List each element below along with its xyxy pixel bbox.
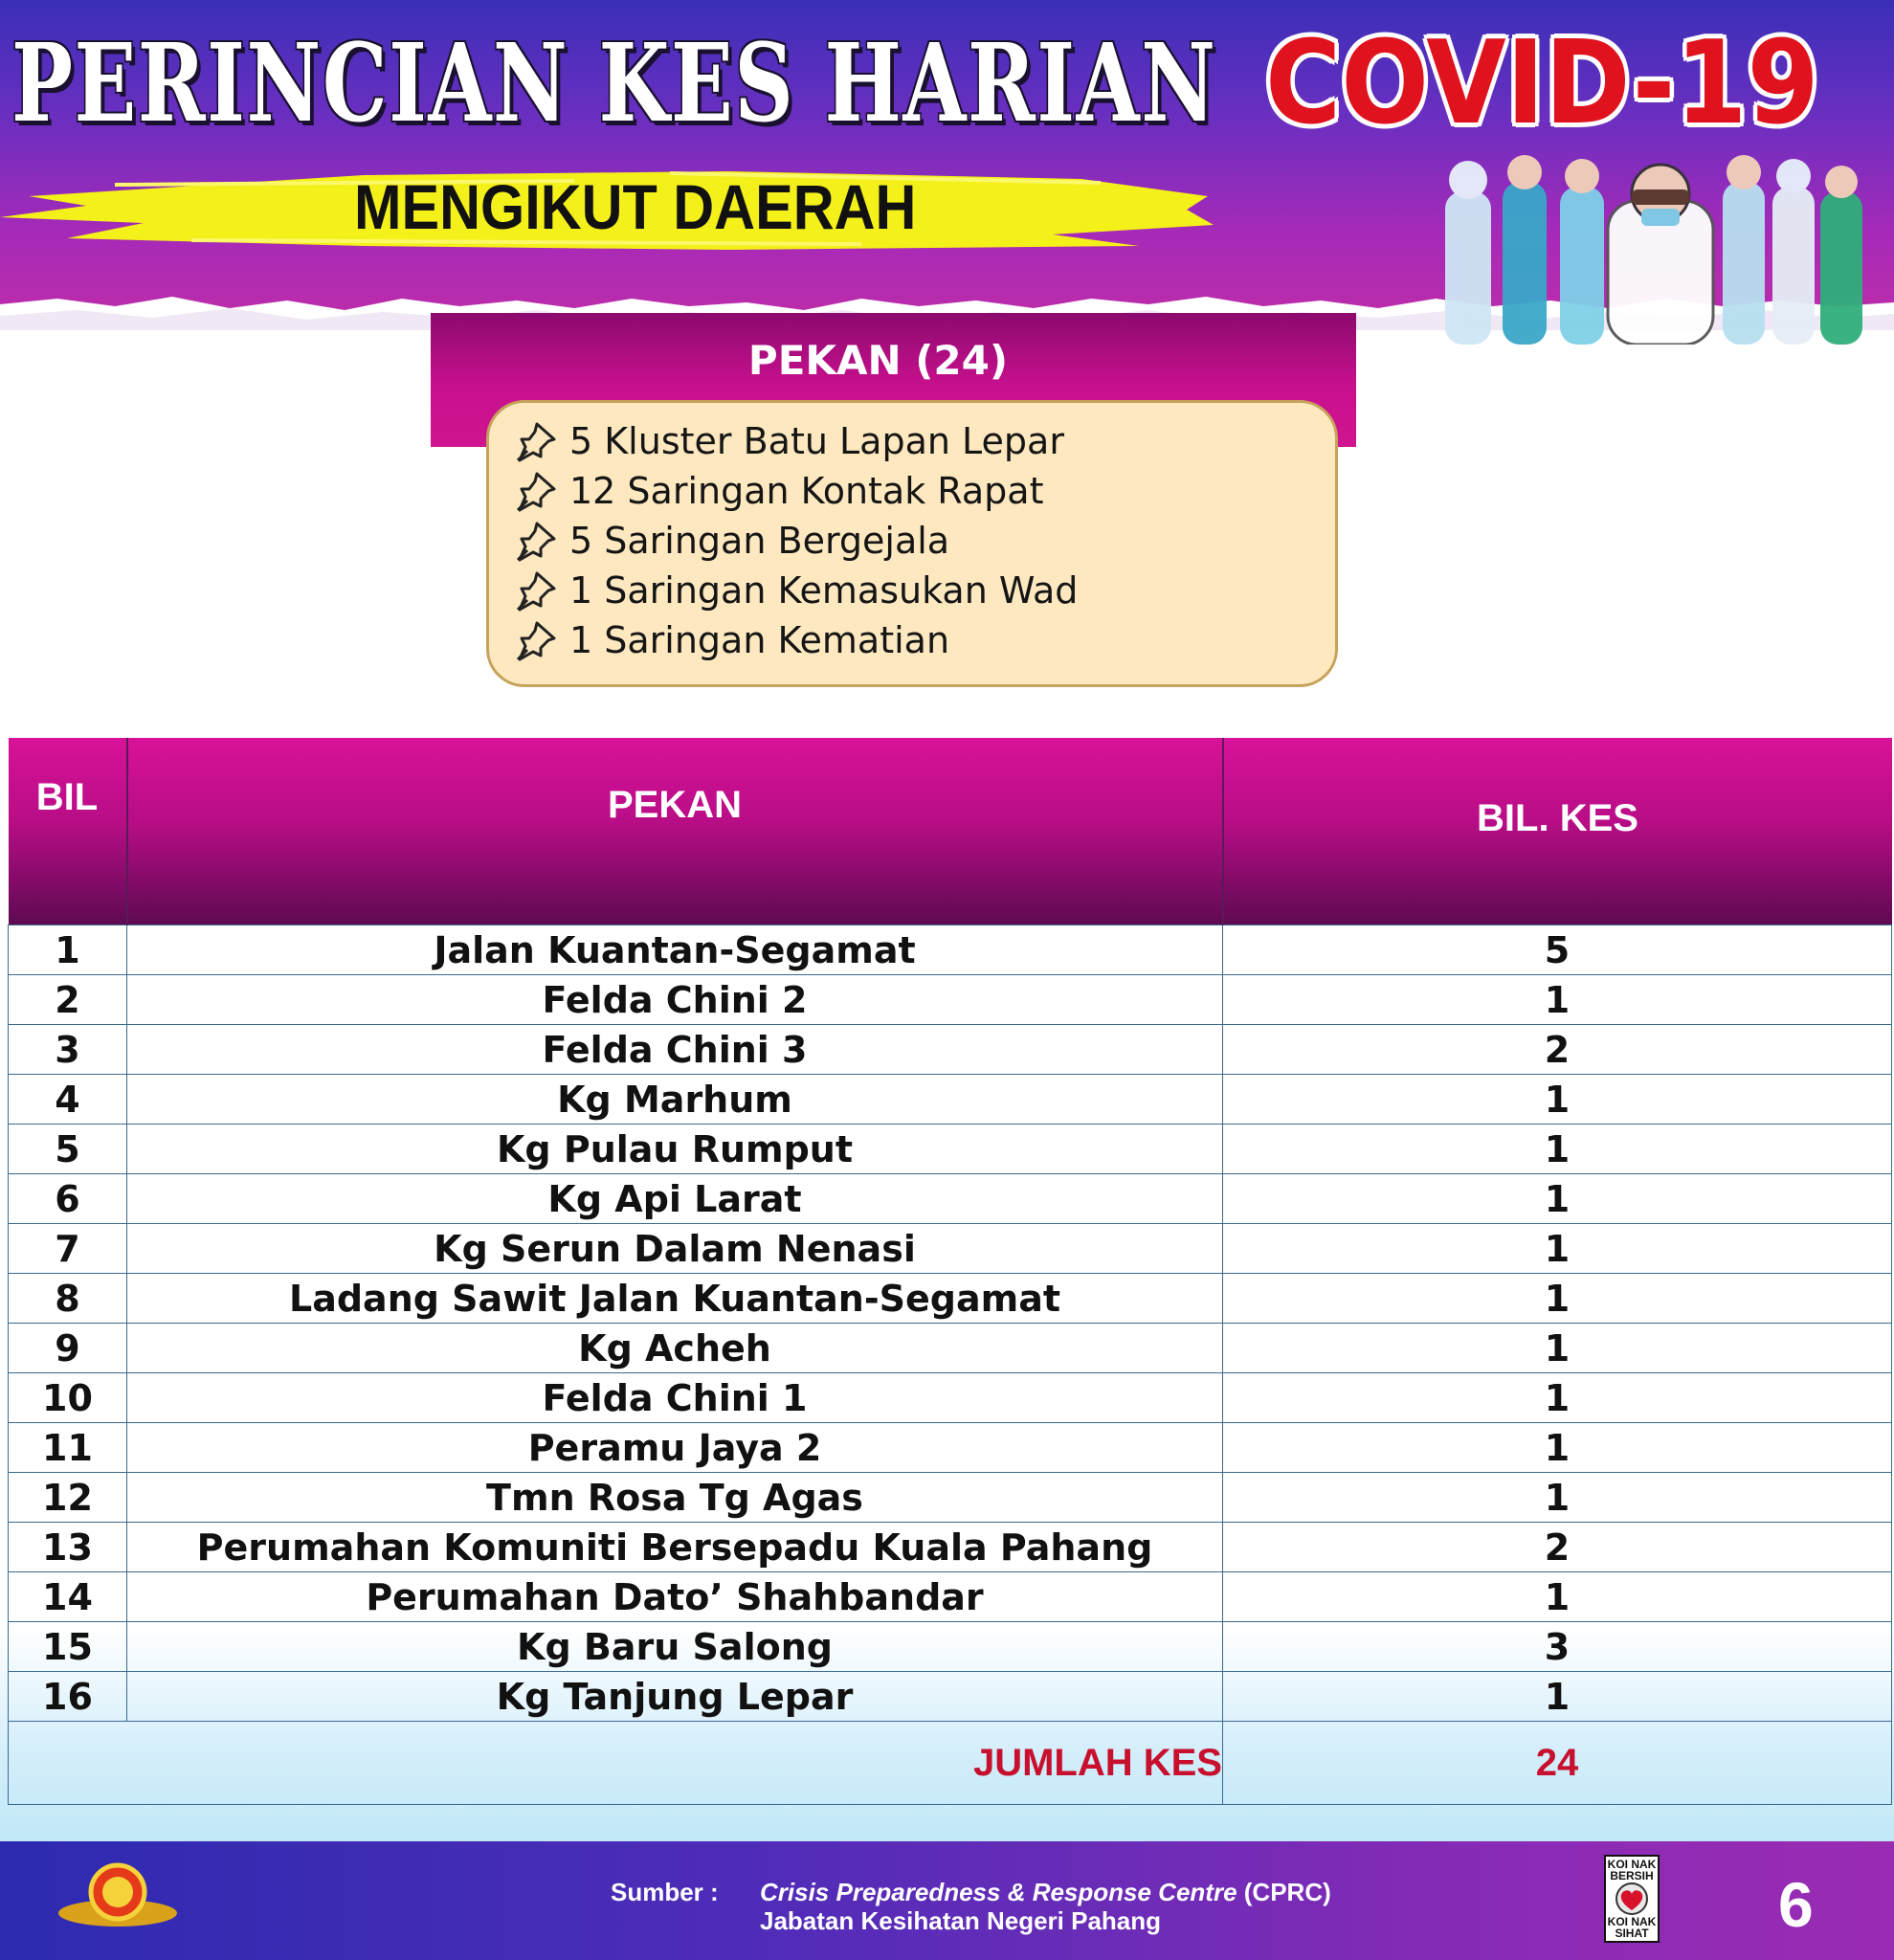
cell-cases: 1	[1223, 1174, 1892, 1224]
summary-text: 5 Kluster Batu Lapan Lepar	[569, 420, 1064, 462]
cell-cases: 2	[1223, 1523, 1892, 1572]
table-row	[9, 1025, 1892, 1075]
source-org-abbr: (CPRC)	[1237, 1878, 1331, 1906]
page-number: 6	[1778, 1869, 1814, 1940]
total-label: JUMLAH KES	[9, 1722, 1223, 1805]
cell-cases: 1	[1223, 1473, 1892, 1523]
cell-cases: 1	[1223, 1324, 1892, 1373]
cell-cases: 5	[1223, 925, 1892, 975]
cell-bil: 6	[9, 1174, 127, 1224]
cell-bil: 4	[9, 1075, 127, 1125]
total-row	[9, 1722, 1892, 1805]
summary-text: 12 Saringan Kontak Rapat	[569, 470, 1044, 512]
cell-location: Felda Chini 2	[127, 975, 1223, 1025]
cell-bil: 10	[9, 1373, 127, 1423]
table-row	[9, 1622, 1892, 1672]
pushpin-icon	[512, 619, 558, 661]
cell-location: Felda Chini 3	[127, 1025, 1223, 1075]
cell-bil: 13	[9, 1523, 127, 1572]
table-row	[9, 975, 1892, 1025]
table-row	[9, 1572, 1892, 1622]
cell-cases: 3	[1223, 1622, 1892, 1672]
cell-bil: 14	[9, 1572, 127, 1622]
cell-cases: 1	[1223, 975, 1892, 1025]
cell-location: Kg Serun Dalam Nenasi	[127, 1224, 1223, 1274]
source-label: Sumber :	[611, 1878, 719, 1906]
table-row	[9, 1373, 1892, 1423]
list-item	[512, 416, 1078, 466]
cell-cases: 1	[1223, 1423, 1892, 1473]
subtitle: MENGIKUT DAERAH	[354, 171, 917, 242]
table-row	[9, 1473, 1892, 1523]
jkn-logo	[56, 1861, 180, 1934]
cell-cases: 1	[1223, 1572, 1892, 1622]
cell-cases: 1	[1223, 1672, 1892, 1722]
source-department: Jabatan Kesihatan Negeri Pahang	[760, 1906, 1162, 1935]
summary-text: 1 Saringan Kematian	[569, 619, 950, 661]
table-row	[9, 925, 1892, 975]
table-header-row	[9, 738, 1892, 925]
cell-bil: 1	[9, 925, 127, 975]
list-item	[512, 566, 1078, 615]
cell-location: Kg Acheh	[127, 1324, 1223, 1373]
cell-location: Peramu Jaya 2	[127, 1423, 1223, 1473]
pushpin-icon	[512, 520, 558, 562]
source-org-name: Crisis Preparedness & Response Centre	[760, 1878, 1237, 1906]
cases-table	[8, 738, 1891, 1805]
cell-location: Perumahan Dato’ Shahbandar	[127, 1572, 1223, 1622]
cases-table-grid	[8, 738, 1892, 1805]
cell-bil: 11	[9, 1423, 127, 1473]
cell-location: Kg Api Larat	[127, 1174, 1223, 1224]
cell-bil: 12	[9, 1473, 127, 1523]
cell-location: Kg Pulau Rumput	[127, 1125, 1223, 1174]
header-cases: BIL. KES	[1223, 738, 1892, 925]
pushpin-icon	[512, 420, 558, 462]
cell-location: Kg Baru Salong	[127, 1622, 1223, 1672]
cell-bil: 7	[9, 1224, 127, 1274]
cell-bil: 5	[9, 1125, 127, 1174]
badge-bottom-text: KOI NAK SIHAT	[1607, 1915, 1657, 1940]
cell-location: Ladang Sawit Jalan Kuantan-Segamat	[127, 1274, 1223, 1324]
cell-bil: 15	[9, 1622, 127, 1672]
healthcare-workers-illustration	[1426, 153, 1885, 345]
cell-cases: 1	[1223, 1224, 1892, 1274]
cell-bil: 8	[9, 1274, 127, 1324]
covid-title: COVID-19	[1265, 17, 1819, 150]
table-row	[9, 1324, 1892, 1373]
table-row	[9, 1075, 1892, 1125]
heart-icon	[1613, 1882, 1651, 1916]
cell-bil: 9	[9, 1324, 127, 1373]
cell-bil: 3	[9, 1025, 127, 1075]
table-row	[9, 1274, 1892, 1324]
table-row	[9, 1125, 1892, 1174]
summary-text: 5 Saringan Bergejala	[569, 520, 950, 562]
cell-location: Perumahan Komuniti Bersepadu Kuala Pahang	[127, 1523, 1223, 1572]
list-item	[512, 516, 1078, 566]
table-row	[9, 1174, 1892, 1224]
cell-cases: 1	[1223, 1075, 1892, 1125]
source-organization	[760, 1878, 1331, 1907]
cell-location: Felda Chini 1	[127, 1373, 1223, 1423]
table-row	[9, 1224, 1892, 1274]
list-item	[512, 466, 1078, 516]
pushpin-icon	[512, 470, 558, 512]
pushpin-icon	[512, 569, 558, 612]
cell-cases: 1	[1223, 1274, 1892, 1324]
cell-bil: 16	[9, 1672, 127, 1722]
cell-location: Kg Tanjung Lepar	[127, 1672, 1223, 1722]
table-row	[9, 1423, 1892, 1473]
page-title: PERINCIAN KES HARIAN	[11, 21, 1217, 146]
badge-top-text: KOI NAK BERSIH	[1607, 1858, 1657, 1882]
header-bil: BIL	[9, 738, 127, 925]
table-row	[9, 1523, 1892, 1572]
header-location: PEKAN	[127, 738, 1223, 925]
total-value: 24	[1223, 1722, 1892, 1805]
summary-text: 1 Saringan Kemasukan Wad	[569, 569, 1079, 612]
cell-location: Jalan Kuantan-Segamat	[127, 925, 1223, 975]
cell-cases: 1	[1223, 1125, 1892, 1174]
cell-location: Kg Marhum	[127, 1075, 1223, 1125]
list-item	[512, 615, 1078, 665]
koi-nak-sihat-badge	[1604, 1855, 1660, 1943]
cell-bil: 2	[9, 975, 127, 1025]
district-title: PEKAN (24)	[747, 337, 1009, 384]
cell-cases: 2	[1223, 1025, 1892, 1075]
cell-cases: 1	[1223, 1373, 1892, 1423]
cell-location: Tmn Rosa Tg Agas	[127, 1473, 1223, 1523]
district-summary-list	[512, 416, 1078, 665]
table-row	[9, 1672, 1892, 1722]
